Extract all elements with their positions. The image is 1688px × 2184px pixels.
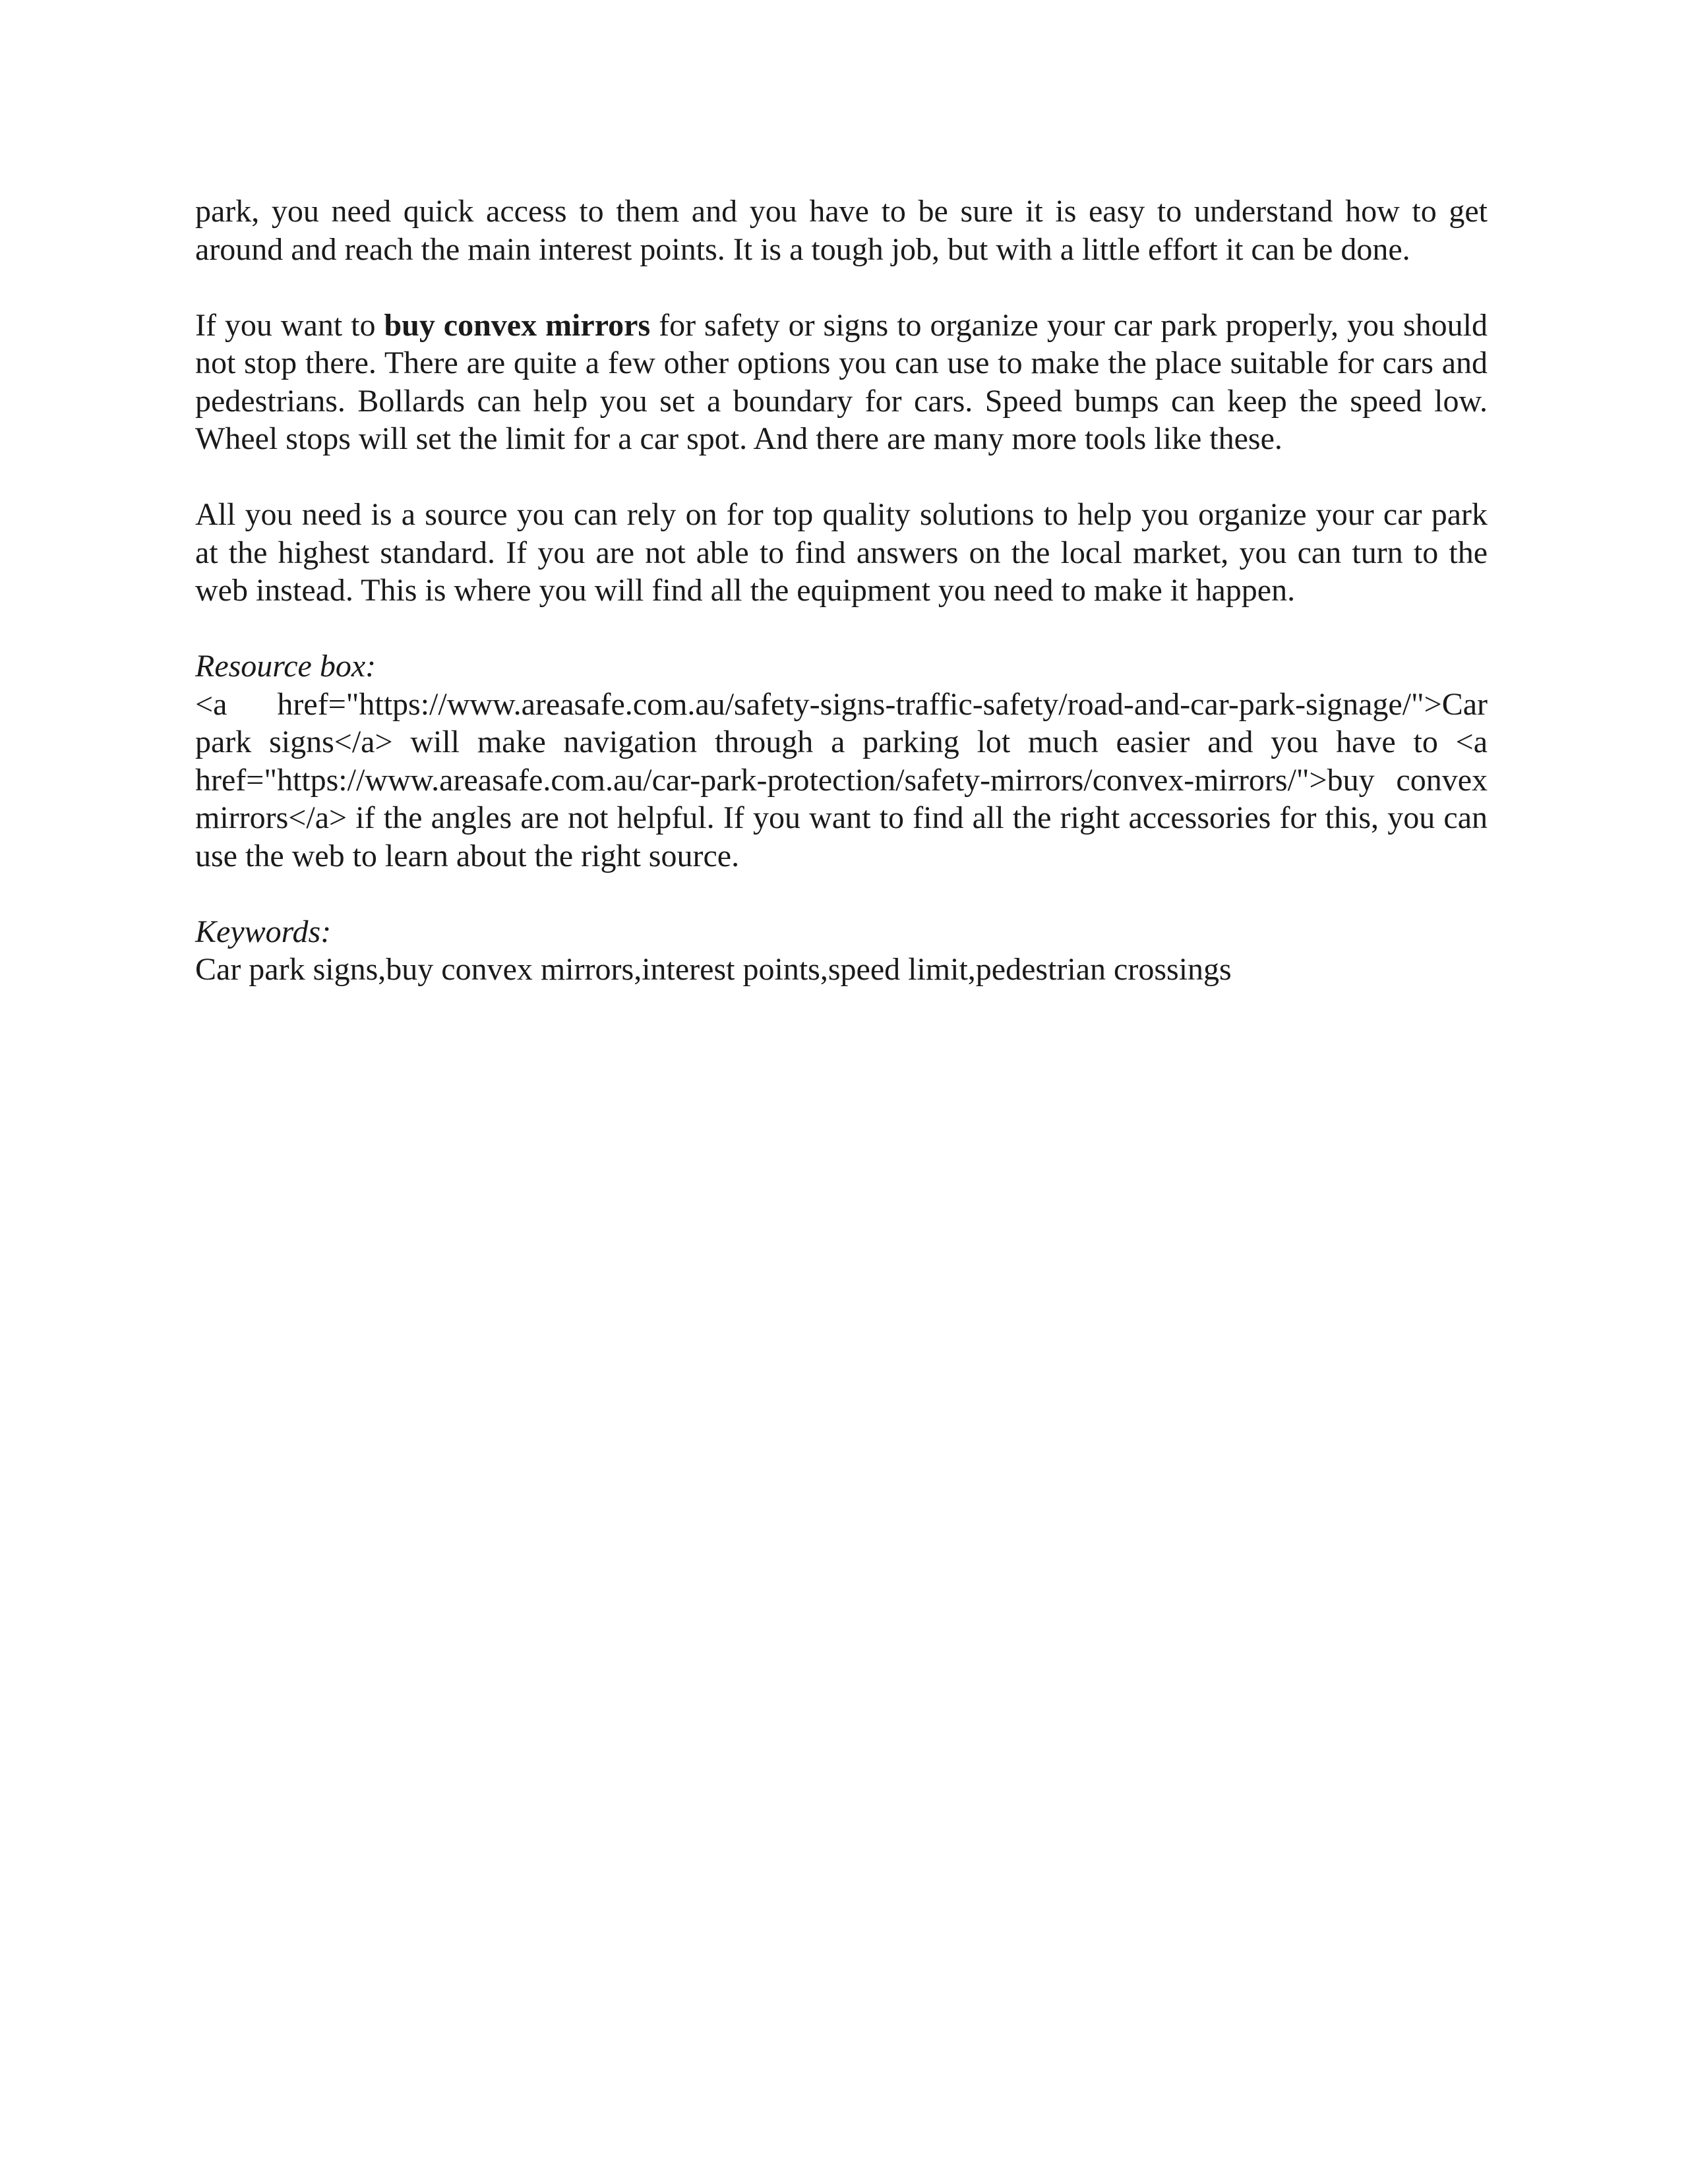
paragraph-options-lead: If you want to [195,307,384,343]
keywords-label: Keywords: [195,914,332,949]
resource-box-label: Resource box: [195,649,377,684]
document-body [195,192,1488,989]
resource-box-text: <a href="https://www.areasafe.com.au/safety-signs-traffic-safety/road-and-car-park-signage/">Car park signs</a> will make navigation through a parking lot much easier and you have to <a href="https://www.areasafe.com.au/car-park-protection/safety-mirrors/convex-mirrors/">buy convex mirrors</a> if the angles are not helpful. If you want to find all the right accessories for this, you can use the web to learn about the right source. [195,686,1488,873]
paragraph-options [195,307,1488,458]
paragraph-options-rest: for safety or signs to organize your car park properly, you should not stop there. There are quite a few other options you can use to make the place suitable for cars and pedestrians. Bollards can help you set a boundary for cars. Speed bumps can keep the speed low. Wheel stops will set the limit for a car spot. And there are many more tools like these. [195,307,1488,456]
paragraph-source: All you need is a source you can rely on for top quality solutions to help you organize your car park at the highest standard. If you are not able to find answers on the local market, you can turn to the web instead. This is where you will find all the equipment you need to make it happen. [195,497,1488,608]
bold-phrase-buy-convex-mirrors: buy convex mirrors [384,307,651,343]
paragraph-intro: park, you need quick access to them and you have to be sure it is easy to understand how to get around and reach the main interest points. It is a tough job, but with a little effort it can be done. [195,194,1488,267]
keywords-text: Car park signs,buy convex mirrors,interest points,speed limit,pedestrian crossings [195,952,1232,987]
